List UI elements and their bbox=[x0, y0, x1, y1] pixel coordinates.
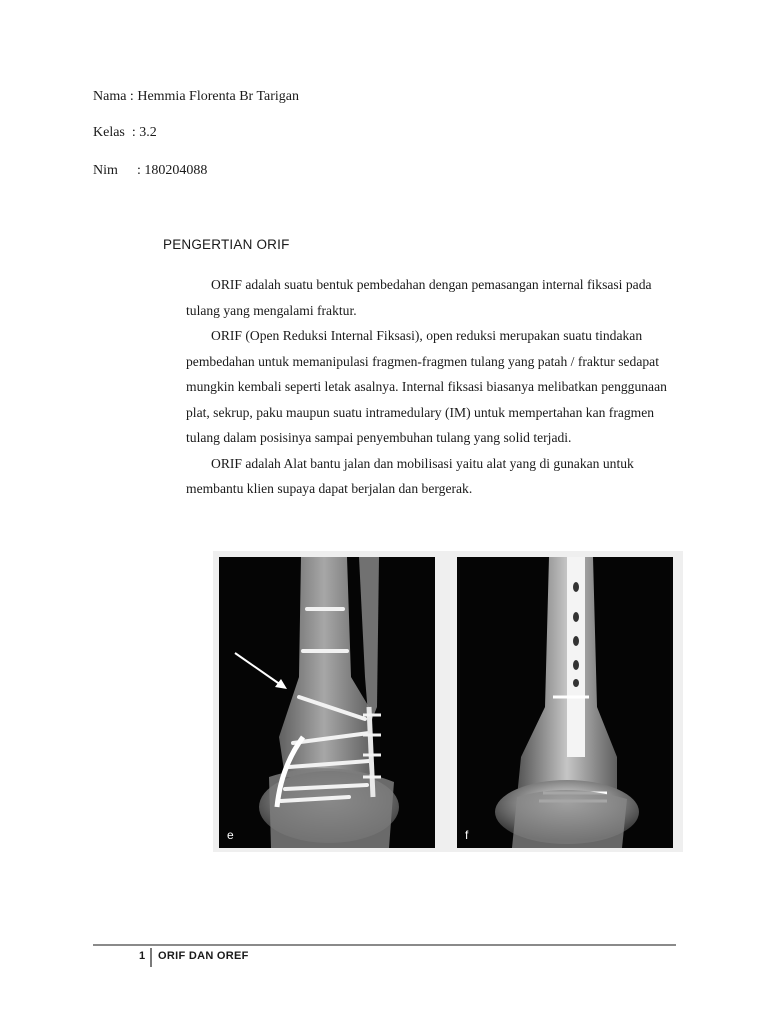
panel-label-f: f bbox=[465, 828, 469, 842]
page-number: 1 bbox=[139, 950, 146, 962]
xray-before-illustration bbox=[219, 557, 435, 848]
nim-label: Nim bbox=[93, 163, 118, 178]
section-heading: PENGERTIAN ORIF bbox=[163, 237, 290, 252]
paragraph: ORIF (Open Reduksi Internal Fiksasi), open reduksi merupakan suatu tindakan pembedahan untuk memanipulasi fragmen-fragmen tulang yang patah / fraktur sedapat mungkin kembali seperti letak asalnya. Internal fiksasi biasanya melibatkan penggunaan plat, sekrup, paku maupun suatu intramedulary (IM) untuk mempertahan kan fragmen tulang dalam posisinya sampai penyembuhan tulang yang solid terjadi. bbox=[186, 328, 667, 445]
nim-value: : 180204088 bbox=[137, 163, 208, 178]
page-footer bbox=[93, 946, 676, 968]
xray-image-after bbox=[457, 557, 673, 848]
name-field bbox=[93, 88, 299, 106]
footer-separator bbox=[150, 948, 152, 967]
class-field bbox=[93, 124, 157, 142]
xray-after-illustration bbox=[457, 557, 673, 848]
name-label: Nama : bbox=[93, 89, 134, 104]
body-text bbox=[186, 272, 676, 502]
paragraph: ORIF adalah suatu bentuk pembedahan dengan pemasangan internal fiksasi pada tulang yang mengalami fraktur. bbox=[186, 277, 652, 318]
panel-label-e: e bbox=[227, 828, 234, 842]
class-value: 3.2 bbox=[139, 125, 157, 140]
name-value: Hemmia Florenta Br Tarigan bbox=[137, 89, 299, 104]
nim-field bbox=[93, 162, 207, 180]
class-label: Kelas : bbox=[93, 125, 136, 140]
footer-title: ORIF DAN OREF bbox=[158, 950, 249, 962]
xray-image-before bbox=[219, 557, 435, 848]
paragraph: ORIF adalah Alat bantu jalan dan mobilisasi yaitu alat yang di gunakan untuk membantu klien supaya dapat berjalan dan bergerak. bbox=[186, 455, 634, 496]
xray-figure bbox=[213, 551, 683, 852]
